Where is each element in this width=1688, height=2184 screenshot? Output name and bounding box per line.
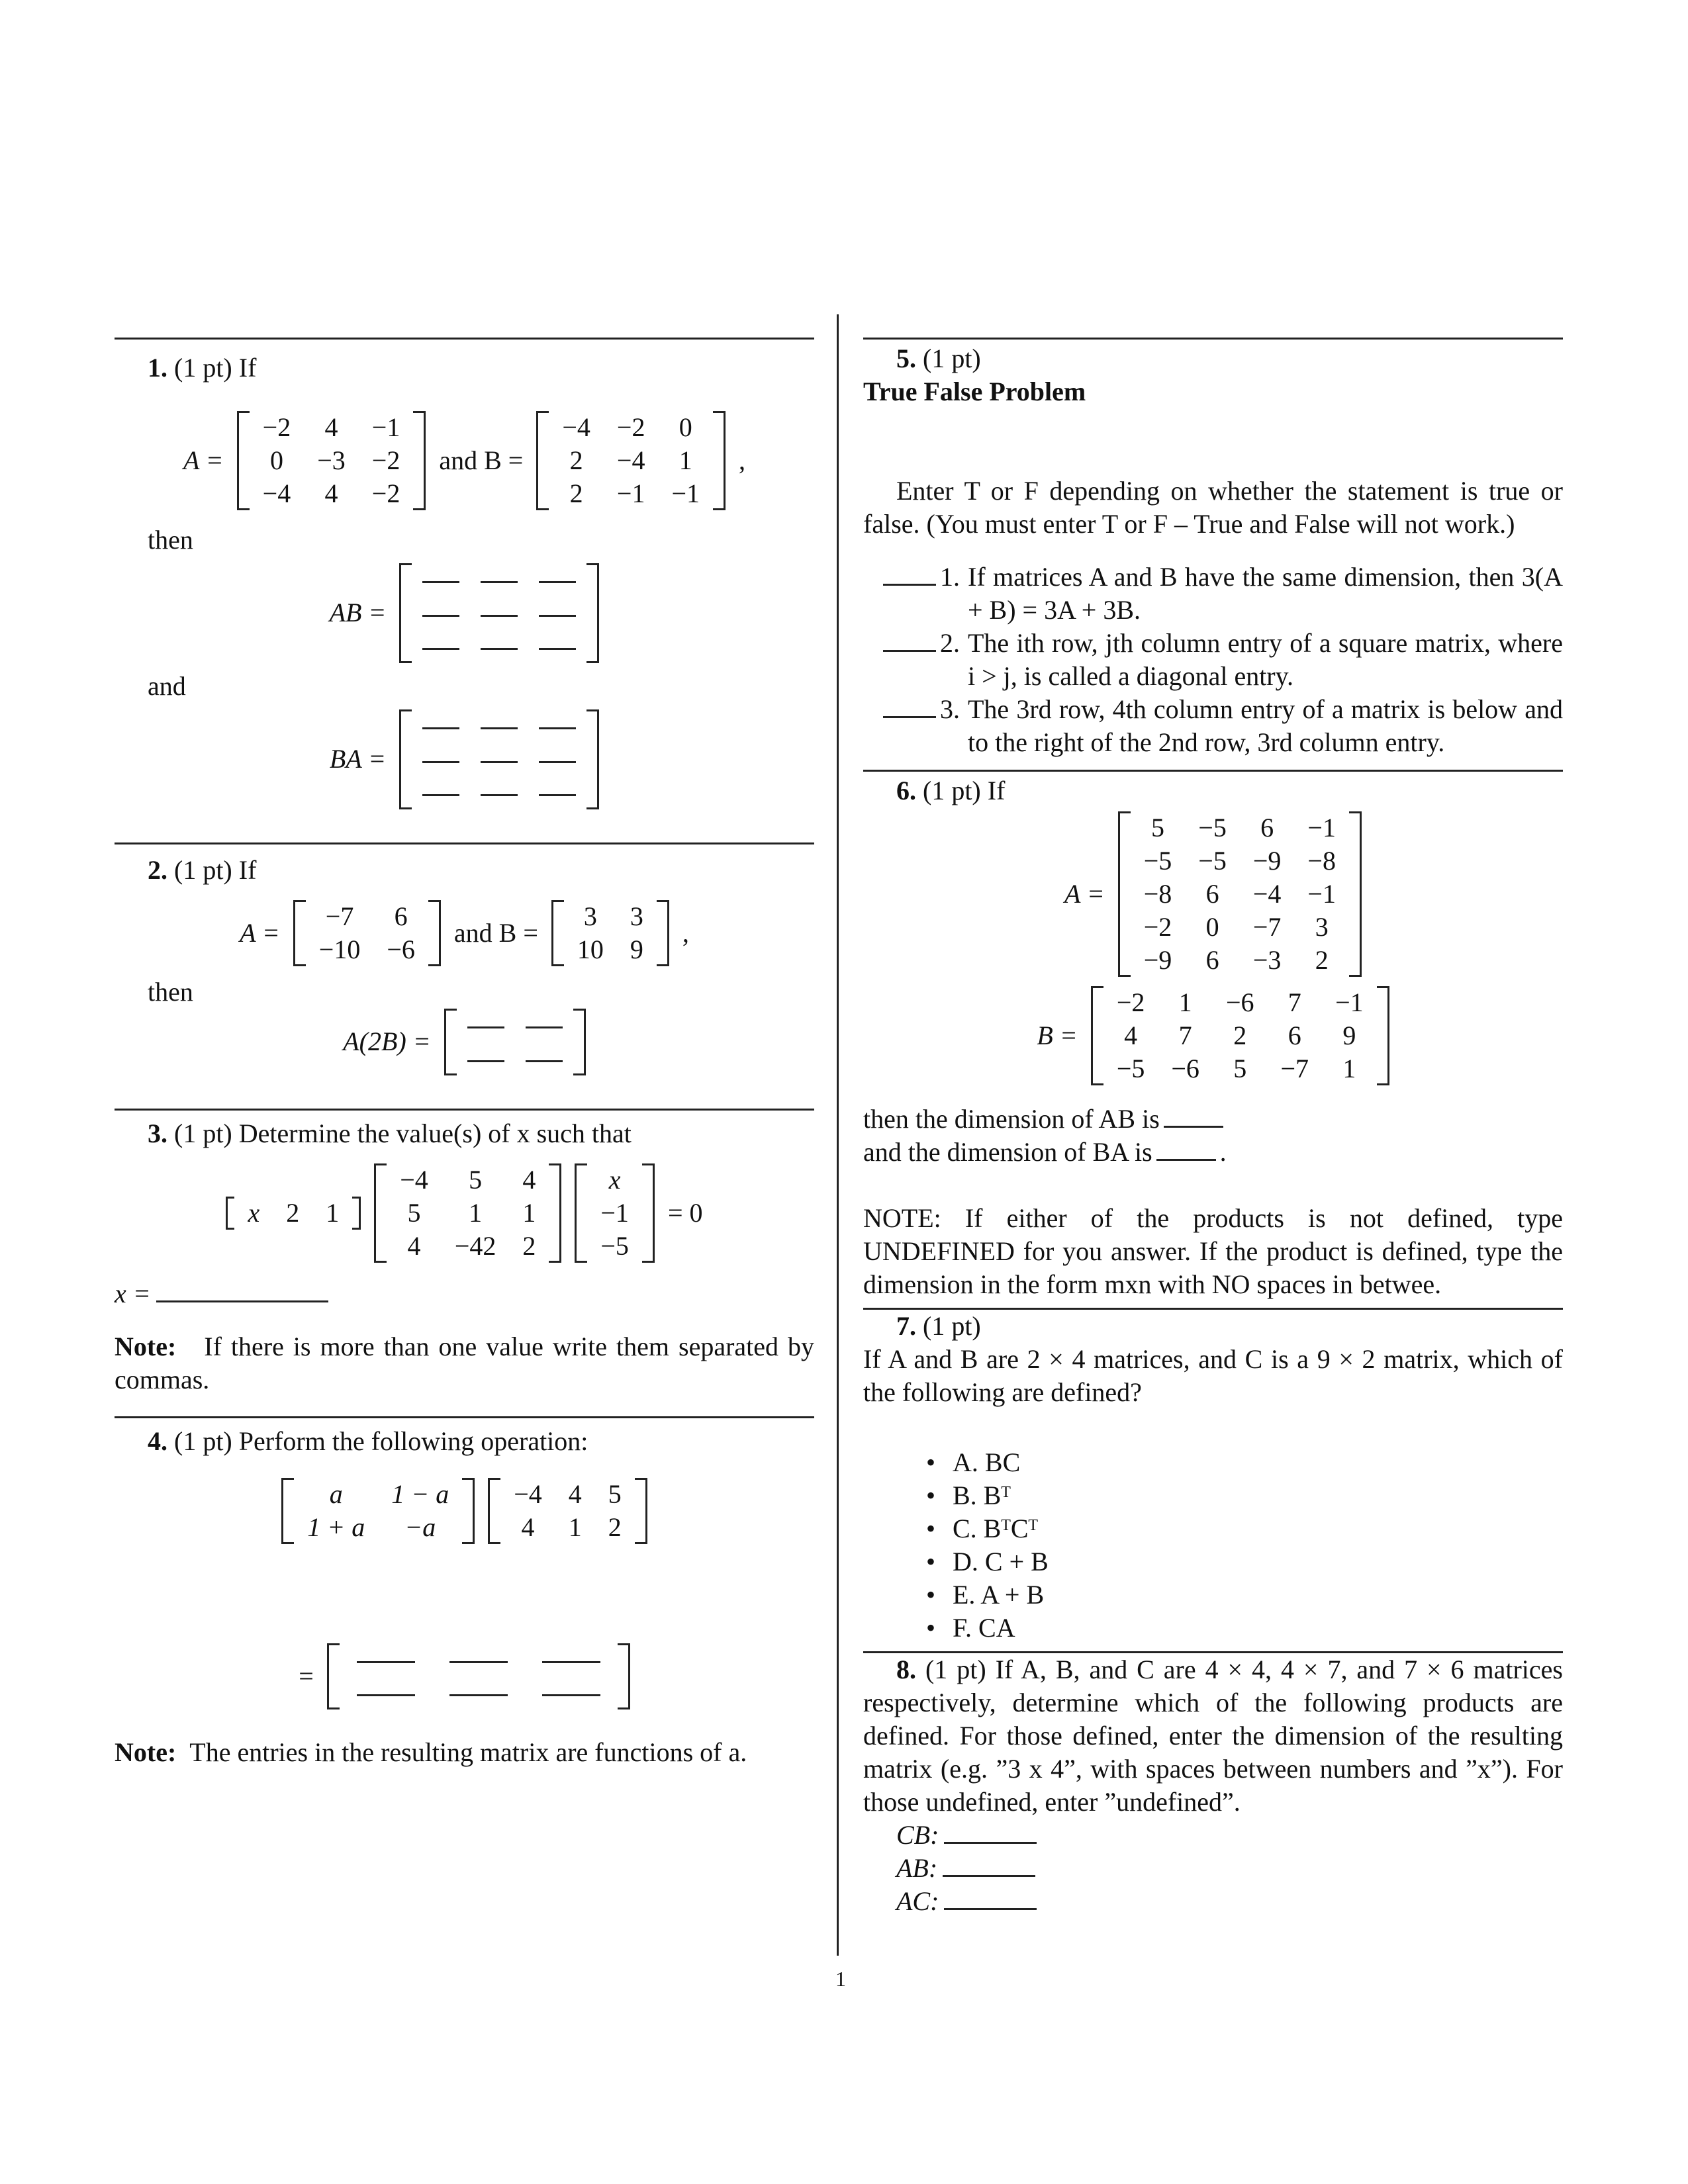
matrix-entry: −5 xyxy=(1198,846,1227,876)
comma: , xyxy=(739,445,746,475)
matrix-entry: 2 xyxy=(522,1230,536,1261)
answer-blank[interactable] xyxy=(357,1694,415,1696)
matrix-entry: −1 xyxy=(1307,879,1336,909)
answer-blank[interactable] xyxy=(944,1908,1037,1910)
answer-blank[interactable] xyxy=(422,615,459,617)
left-column xyxy=(115,338,814,1769)
matrix-entry: 0 xyxy=(269,445,283,475)
note-text: If there is more than one value write them separated by commas. xyxy=(115,1331,815,1394)
answer-row xyxy=(863,1852,1563,1885)
matrix-row xyxy=(1103,986,1377,1019)
column-divider xyxy=(837,314,839,1956)
answer-blank[interactable] xyxy=(422,581,459,583)
matrix-entry: −42 xyxy=(454,1230,496,1261)
matrix-entry: 6 xyxy=(394,901,408,931)
option-label: B. Bᵀ xyxy=(953,1480,1011,1510)
option-item xyxy=(926,1578,1563,1612)
and-label: and xyxy=(148,670,186,701)
option-item xyxy=(926,1512,1563,1545)
matrix-entry: −1 xyxy=(616,478,645,508)
matrix-entry: −3 xyxy=(1252,945,1282,975)
matrix-row xyxy=(387,1197,549,1230)
matrix-entry: −1 xyxy=(1335,987,1364,1017)
matrix-entry: −4 xyxy=(562,412,590,442)
matrix-entry: −5 xyxy=(1143,846,1172,876)
matrix-entry: 9 xyxy=(1342,1021,1356,1050)
matrix-a xyxy=(1118,811,1362,977)
option-list xyxy=(863,1446,1563,1645)
matrix-entry: 2 xyxy=(569,445,583,475)
matrix-entry: 1 xyxy=(1178,987,1192,1017)
and-b-label: and B = xyxy=(453,917,538,948)
answer-blank[interactable] xyxy=(526,1026,563,1028)
answer-blank[interactable] xyxy=(449,1694,508,1696)
matrix-right xyxy=(488,1478,647,1544)
matrix-entry: −8 xyxy=(1307,846,1336,876)
answer-blank[interactable] xyxy=(542,1694,600,1696)
answer-blank[interactable] xyxy=(542,1661,600,1663)
answer-blank[interactable] xyxy=(481,648,518,650)
problem-1 xyxy=(115,340,814,809)
matrices-ab xyxy=(115,900,814,966)
matrix-entry: 7 xyxy=(1178,1021,1192,1050)
answer-blank[interactable] xyxy=(422,794,459,796)
option-item xyxy=(926,1479,1563,1512)
answer-blank[interactable] xyxy=(539,727,576,729)
matrix-entry: 4 xyxy=(521,1512,535,1542)
matrix-row xyxy=(1103,1052,1377,1085)
matrix-b-row xyxy=(863,986,1563,1085)
matrix-entry: −4 xyxy=(400,1164,428,1195)
result xyxy=(115,1643,814,1710)
matrix-row xyxy=(250,411,414,444)
matrix-entry: 1 xyxy=(326,1197,340,1228)
column-vector xyxy=(575,1163,655,1263)
ba-answer-matrix xyxy=(399,709,599,809)
answer-list xyxy=(863,1819,1563,1918)
matrix-m xyxy=(374,1163,561,1263)
x-answer-blank[interactable] xyxy=(156,1300,328,1302)
matrix-row xyxy=(250,444,414,477)
problem-points: (1 pt) If xyxy=(174,854,257,885)
matrix-entry: −8 xyxy=(1143,879,1172,909)
note-label: Note: xyxy=(115,1737,177,1768)
problem-number: 2. xyxy=(148,854,167,885)
problem-text: (1 pt) If A, B, and C are 4 × 4, 4 × 7, and 7 × 6 matrices respectively, determine which of the following products are defined. For those defined, enter the dimension of the resulting matrix (e.g. ”3 x 4”, with spaces between numbers and ”x”). For those undefined, enter ”undefined”. xyxy=(863,1655,1563,1817)
matrix-entry: −1 xyxy=(600,1197,629,1228)
matrix-entry: −2 xyxy=(616,412,645,442)
problem-6 xyxy=(863,772,1563,1301)
matrix-entry: 6 xyxy=(1205,879,1219,909)
problem-points: (1 pt) If xyxy=(174,353,257,383)
matrix-row xyxy=(587,1197,642,1230)
problem-number: 3. xyxy=(148,1118,167,1148)
tf-item-number: 3. xyxy=(940,694,960,724)
answer-row xyxy=(863,1819,1563,1852)
answer-blank[interactable] xyxy=(422,727,459,729)
option-label: C. BᵀCᵀ xyxy=(953,1514,1039,1543)
answer-blank[interactable] xyxy=(449,1661,508,1663)
matrix-entry: −7 xyxy=(325,901,354,931)
answer-label: AC: xyxy=(896,1886,939,1916)
matrix-entry: 1 xyxy=(679,445,692,475)
matrix-row xyxy=(1103,1019,1377,1052)
period: . xyxy=(1219,1137,1227,1167)
matrix-entry: −10 xyxy=(318,934,361,964)
answer-blank[interactable] xyxy=(422,761,459,763)
matrix-entry: a xyxy=(329,1479,343,1509)
matrix-entry: 5 xyxy=(608,1479,622,1509)
matrix-entry: 1 xyxy=(469,1197,483,1228)
ba-label: BA = xyxy=(329,744,387,774)
matrix-entry: 2 xyxy=(286,1197,300,1228)
result-matrix xyxy=(327,1643,630,1710)
problem-number: 7. xyxy=(896,1311,916,1341)
tf-item-text: The 3rd row, 4th column entry of a matrix is below and to the right of the 2nd row, 3rd column entry. xyxy=(968,694,1563,757)
answer-blank[interactable] xyxy=(422,648,459,650)
answer-blank[interactable] xyxy=(467,1060,504,1062)
matrix-b-label: B = xyxy=(1037,1021,1078,1050)
matrix-entry: −4 xyxy=(262,478,291,508)
answer-blank[interactable] xyxy=(481,727,518,729)
problem-text: If A and B are 2 × 4 matrices, and C is a 9 × 2 matrix, which of the following are defined? xyxy=(863,1344,1563,1407)
matrix-entry: −1 xyxy=(1307,813,1336,842)
problem-number: 5. xyxy=(896,343,916,373)
answer-blank[interactable] xyxy=(526,1060,563,1062)
problem-text: (1 pt) Determine the value(s) of x such that xyxy=(174,1118,632,1148)
matrix-a-label: A = xyxy=(183,445,224,475)
note-label: Note: xyxy=(115,1331,177,1361)
matrix-row xyxy=(250,477,414,510)
matrix-a xyxy=(237,411,426,510)
tf-item xyxy=(863,561,1563,627)
tf-item-number: 1. xyxy=(940,562,960,592)
matrix-row xyxy=(549,477,713,510)
answer-blank[interactable] xyxy=(539,581,576,583)
matrix-entry: −4 xyxy=(1252,879,1282,909)
note-text: NOTE: If either of the products is not defined, type UNDEFINED for you answer. If the product is defined, type the dimension in the form mxn with NO spaces in betwee. xyxy=(863,1203,1563,1299)
matrix-row xyxy=(587,1230,642,1263)
tf-item-lead xyxy=(863,561,960,627)
tf-answer-blank[interactable] xyxy=(883,716,936,718)
problem-title: True False Problem xyxy=(863,377,1086,406)
matrix-entry: 1 − a xyxy=(391,1479,449,1509)
matrix-entry: −3 xyxy=(317,445,346,475)
matrix-a xyxy=(293,900,441,966)
tf-answer-blank[interactable] xyxy=(883,650,936,652)
matrix-entry: −5 xyxy=(600,1230,629,1261)
matrix-row xyxy=(549,411,713,444)
matrix-entry: 5 xyxy=(407,1197,421,1228)
row-vector xyxy=(226,1197,361,1230)
answer-blank[interactable] xyxy=(944,1842,1037,1844)
matrix-entry: 9 xyxy=(630,934,643,964)
answer-blank[interactable] xyxy=(481,581,518,583)
note-text: The entries in the resulting matrix are functions of a. xyxy=(189,1737,747,1768)
operation xyxy=(115,1478,814,1544)
answer-blank[interactable] xyxy=(539,761,576,763)
x-label: x = xyxy=(115,1278,151,1308)
answer-blank[interactable] xyxy=(539,615,576,617)
problem-4 xyxy=(115,1418,814,1770)
matrix-entry: 1 xyxy=(568,1512,582,1542)
problem-2 xyxy=(115,844,814,1075)
matrix-row xyxy=(387,1163,549,1197)
answer-blank[interactable] xyxy=(467,1026,504,1028)
matrix-entry: −2 xyxy=(1116,987,1145,1017)
matrix-entry: −4 xyxy=(514,1479,542,1509)
matrix-entry: 3 xyxy=(630,901,643,931)
then-label: then xyxy=(148,525,193,555)
dimension-ba-text: and the dimension of BA is xyxy=(863,1137,1152,1167)
matrix-entry: −a xyxy=(404,1512,436,1542)
matrix-entry: 5 xyxy=(1233,1054,1247,1083)
matrix-entry: −2 xyxy=(371,445,400,475)
matrices-ab xyxy=(115,411,814,510)
matrix-entry: −9 xyxy=(1252,846,1282,876)
matrix-entry: 2 xyxy=(1233,1021,1247,1050)
answer-blank[interactable] xyxy=(357,1661,415,1663)
matrix-entry: 2 xyxy=(569,478,583,508)
option-label: F. CA xyxy=(953,1613,1015,1643)
matrix-a-label: A = xyxy=(240,917,280,948)
matrix-entry: 6 xyxy=(1260,813,1274,842)
answer-blank[interactable] xyxy=(943,1875,1035,1877)
matrix-row xyxy=(587,1163,642,1197)
matrix-row xyxy=(294,1511,462,1544)
matrix-entry: −2 xyxy=(1143,912,1172,942)
equation xyxy=(115,1163,814,1263)
then-label: then xyxy=(148,976,193,1007)
answer-label: AB: xyxy=(896,1853,938,1883)
matrix-entry: 1 xyxy=(1342,1054,1356,1083)
matrix-entry: 3 xyxy=(1315,912,1329,942)
ba-answer xyxy=(115,709,814,809)
problem-points: (1 pt) xyxy=(923,343,981,373)
tf-list xyxy=(863,561,1563,759)
matrix-entry: −1 xyxy=(371,412,400,442)
answer-row xyxy=(863,1885,1563,1918)
matrix-b xyxy=(1091,986,1389,1085)
matrix-entry: 6 xyxy=(1205,945,1219,975)
answer-label: CB: xyxy=(896,1820,939,1850)
problem-points: (1 pt) If xyxy=(923,776,1006,805)
option-item xyxy=(926,1446,1563,1479)
matrix-entry: −6 xyxy=(1225,987,1254,1017)
ab-label: AB = xyxy=(329,598,387,628)
matrix-entry: 1 + a xyxy=(307,1512,365,1542)
problem-number: 8. xyxy=(896,1655,916,1684)
matrix-entry: −7 xyxy=(1252,912,1282,942)
matrix-row xyxy=(1131,911,1349,944)
option-item xyxy=(926,1545,1563,1578)
matrix-a-row xyxy=(863,811,1563,977)
matrix-entry: 10 xyxy=(577,934,604,964)
tf-item-lead xyxy=(863,693,960,759)
a2b-label: A(2B) = xyxy=(343,1026,431,1057)
matrix-entry: −5 xyxy=(1116,1054,1145,1083)
comma: , xyxy=(682,917,689,948)
problem-3 xyxy=(115,1111,814,1396)
problem-number: 6. xyxy=(896,776,916,805)
matrix-b xyxy=(536,411,726,510)
matrix-entry: −4 xyxy=(616,445,645,475)
matrix-entry: 6 xyxy=(1288,1021,1301,1050)
matrix-entry: 4 xyxy=(568,1479,582,1509)
problem-7 xyxy=(863,1310,1563,1645)
problem-5 xyxy=(863,340,1563,759)
option-label: E. A + B xyxy=(953,1580,1045,1610)
right-column xyxy=(863,338,1563,1918)
tf-item-lead xyxy=(863,627,960,693)
equals-zero: = 0 xyxy=(667,1197,703,1228)
matrix-entry: 4 xyxy=(407,1230,421,1261)
tf-item-text: The ith row, jth column entry of a square matrix, where i > j, is called a diagonal entry. xyxy=(968,628,1563,691)
matrix-entry: 2 xyxy=(608,1512,622,1542)
matrix-row xyxy=(1131,878,1349,911)
problem-8 xyxy=(863,1653,1563,1918)
matrix-entry: 5 xyxy=(1151,813,1164,842)
matrix-entry: −9 xyxy=(1143,945,1172,975)
matrix-row xyxy=(1131,811,1349,844)
matrix-row xyxy=(1131,844,1349,878)
matrix-left xyxy=(281,1478,475,1544)
answer-blank[interactable] xyxy=(481,794,518,796)
and-b-label: and B = xyxy=(439,445,524,475)
problem-number: 1. xyxy=(148,353,167,383)
matrix-row xyxy=(234,1197,352,1230)
option-label: D. C + B xyxy=(953,1547,1049,1576)
matrix-entry: −2 xyxy=(262,412,291,442)
dimension-ab-blank[interactable] xyxy=(1164,1126,1223,1128)
matrix-row xyxy=(294,1478,462,1511)
matrix-row xyxy=(549,444,713,477)
matrix-entry: 5 xyxy=(469,1164,483,1195)
matrix-entry: −7 xyxy=(1280,1054,1309,1083)
ab-answer xyxy=(115,563,814,663)
matrix-entry: x xyxy=(608,1164,621,1195)
tf-answer-blank[interactable] xyxy=(883,584,936,586)
problem-number: 4. xyxy=(148,1426,167,1456)
matrix-row xyxy=(500,1511,635,1544)
problem-points: (1 pt) xyxy=(923,1311,981,1341)
matrix-entry: 3 xyxy=(583,901,597,931)
problem-text: (1 pt) Perform the following operation: xyxy=(174,1426,588,1456)
matrix-b xyxy=(551,900,669,966)
equals-sign: = xyxy=(299,1661,314,1691)
matrix-entry: −2 xyxy=(371,478,400,508)
tf-item xyxy=(863,627,1563,693)
matrix-entry: 2 xyxy=(1315,945,1329,975)
matrix-row xyxy=(1131,944,1349,977)
matrix-entry: −6 xyxy=(1171,1054,1199,1083)
matrix-entry: 4 xyxy=(1124,1021,1138,1050)
a2b-answer-matrix xyxy=(444,1009,586,1075)
matrix-entry: 4 xyxy=(324,412,338,442)
matrix-row xyxy=(387,1230,549,1263)
tf-item xyxy=(863,693,1563,759)
intro-text: Enter T or F depending on whether the statement is true or false. (You must enter T or F – True and False will not work.) xyxy=(863,476,1563,539)
answer-blank[interactable] xyxy=(539,648,576,650)
option-label: A. BC xyxy=(953,1447,1021,1477)
matrix-entry: 4 xyxy=(324,478,338,508)
matrix-row xyxy=(564,933,657,966)
page-number: 1 xyxy=(835,1967,846,1991)
tf-item-text: If matrices A and B have the same dimension, then 3(A + B) = 3A + 3B. xyxy=(968,562,1563,625)
answer-blank[interactable] xyxy=(481,761,518,763)
matrix-entry: 0 xyxy=(1205,912,1219,942)
matrix-entry: −5 xyxy=(1198,813,1227,842)
matrix-row xyxy=(564,900,657,933)
answer-blank[interactable] xyxy=(481,615,518,617)
option-item xyxy=(926,1612,1563,1645)
matrix-row xyxy=(500,1478,635,1511)
matrix-row xyxy=(306,900,428,933)
matrix-row xyxy=(306,933,428,966)
matrix-entry: 7 xyxy=(1288,987,1301,1017)
matrix-a-label: A = xyxy=(1064,879,1105,909)
a2b-answer xyxy=(115,1009,814,1075)
matrix-entry: 4 xyxy=(522,1164,536,1195)
matrix-entry: 1 xyxy=(522,1197,536,1228)
matrix-entry: −6 xyxy=(387,934,415,964)
matrix-entry: 0 xyxy=(679,412,692,442)
answer-blank[interactable] xyxy=(539,794,576,796)
dimension-ba-blank[interactable] xyxy=(1156,1159,1216,1161)
matrix-entry: −1 xyxy=(671,478,700,508)
tf-item-number: 2. xyxy=(940,628,960,658)
matrix-entry: x xyxy=(248,1197,260,1228)
dimension-ab-text: then the dimension of AB is xyxy=(863,1104,1160,1134)
ab-answer-matrix xyxy=(399,563,599,663)
